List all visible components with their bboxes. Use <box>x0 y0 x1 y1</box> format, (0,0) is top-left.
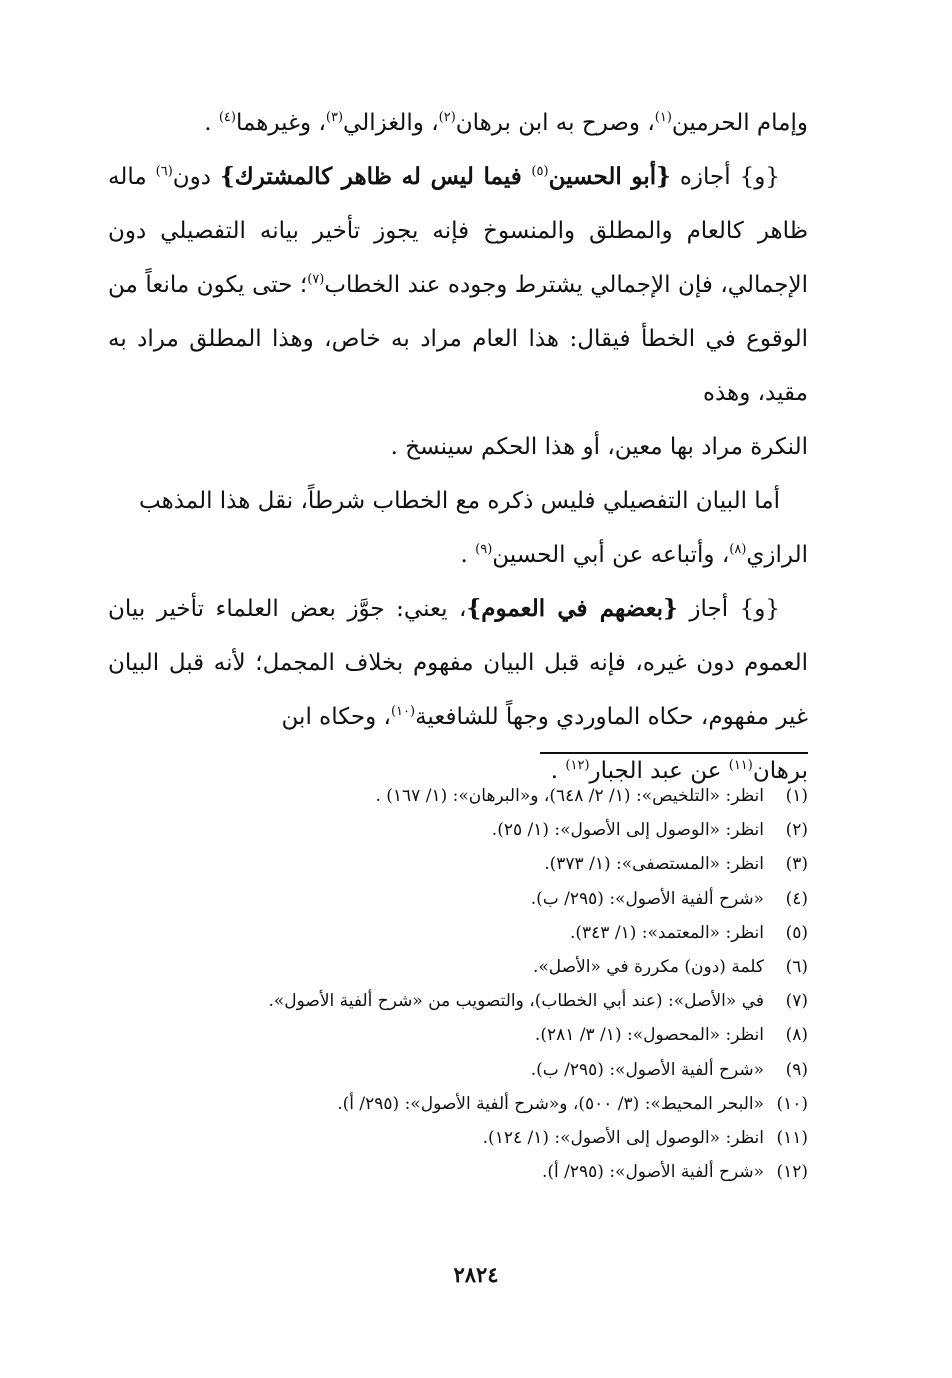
footnote-number: (١٢) <box>776 1162 808 1183</box>
footnote-9 <box>108 1053 808 1087</box>
footnote-ref-3[interactable]: (٣) <box>325 110 344 125</box>
footnote-7 <box>108 984 808 1018</box>
text-run: {و} أجاز <box>677 596 780 622</box>
footnote-number: (٩) <box>785 1059 808 1080</box>
text-run: عن عبد الجبار <box>589 758 729 784</box>
footnote-number: (٢) <box>785 820 808 841</box>
footnote-2 <box>108 813 808 847</box>
footnote-number: (٥) <box>785 922 808 943</box>
page-number: ٢٨٢٤ <box>453 1262 499 1287</box>
footnote-text: في «الأصل»: (عند أبي الخطاب)، والتصويب من «شرح ألفية الأصول». <box>268 991 764 1012</box>
footnotes <box>108 779 808 1189</box>
footnote-11 <box>108 1121 808 1155</box>
text-run: ، وأتباعه عن أبي الحسين <box>492 542 730 568</box>
text-run: دون <box>172 164 220 190</box>
footnote-8 <box>108 1018 808 1052</box>
text-run: ، وغيرهما <box>235 110 326 136</box>
footnote-number: (٨) <box>785 1025 808 1046</box>
paragraph-3-end <box>108 528 808 582</box>
footnote-12 <box>108 1155 808 1189</box>
footnote-ref-9[interactable]: (٩) <box>475 542 493 557</box>
footnote-text: انظر: «المحصول»: (١/ ٣/ ٢٨١). <box>534 1025 764 1046</box>
text-run: ، وحكاه ابن <box>281 704 391 730</box>
footnote-number: (١١) <box>776 1128 808 1149</box>
text-run: أما البيان التفصيلي فليس ذكره مع الخطاب شرطاً، نقل هذا المذهب <box>138 488 780 514</box>
footnote-text: انظر: «الوصول إلى الأصول»: (١/ ٢٥). <box>491 820 764 841</box>
footnote-number: (١) <box>785 786 808 806</box>
footnote-number: (١٠) <box>776 1093 808 1114</box>
footnote-4 <box>108 882 808 916</box>
footnote-separator <box>540 752 808 754</box>
footnote-number: (٧) <box>785 991 808 1012</box>
text-run: النكرة مراد بها معين، أو هذا الحكم سينسخ . <box>390 434 808 460</box>
footnote-text: كلمة (دون) مكررة في «الأصل». <box>532 957 764 978</box>
main-text <box>108 96 808 798</box>
footnote-ref-5[interactable]: (٥) <box>531 164 549 179</box>
text-run: {و} أجازه <box>670 164 780 190</box>
footnote-ref-10[interactable]: (١٠) <box>390 704 416 719</box>
paragraph-4 <box>108 582 808 744</box>
footnote-ref-4[interactable]: (٤) <box>218 110 236 125</box>
footnote-text: انظر: «المستصفى»: (١/ ٣٧٣). <box>544 854 764 875</box>
footnote-number: (٦) <box>785 957 808 978</box>
matn-bold-run: {بعضهم في العموم} <box>466 595 678 622</box>
text-run: ، يعني: جوَّز بعض العلماء تأخير بيان العموم دون غيره، فإنه قبل البيان مفهوم بخلاف المجمل؛ لأنه قبل البيان غير مفهوم، حكاه الماوردي وجهاً للشافعية <box>108 596 808 730</box>
text-run: . <box>550 758 566 784</box>
footnote-ref-12[interactable]: (١٢) <box>565 758 590 773</box>
matn-bold-run: فيما ليس له ظاهر كالمشترك} <box>219 163 532 190</box>
footnote-ref-2[interactable]: (٢) <box>438 110 456 125</box>
footnote-text: «شرح ألفية الأصول»: (٢٩٥/ أ). <box>541 1162 764 1183</box>
footnote-10 <box>108 1087 808 1121</box>
paragraph-2 <box>108 150 808 420</box>
text-run: الرازي <box>746 542 808 568</box>
footnote-text: انظر: «المعتمد»: (١/ ٣٤٣). <box>569 922 764 943</box>
footnote-text: انظر: «التلخيص»: (١/ ٢/ ٦٤٨)، و«البرهان»: (١/ ١٦٧) . <box>375 786 764 806</box>
footnote-1 <box>108 779 808 813</box>
footnote-number: (٣) <box>785 854 808 875</box>
footnote-text: «شرح ألفية الأصول»: (٢٩٥/ ب). <box>530 1059 764 1080</box>
text-run: . <box>460 542 476 568</box>
footnote-ref-8[interactable]: (٨) <box>729 542 747 557</box>
text-run: وإمام الحرمين <box>671 110 808 136</box>
matn-bold-run: {أبو الحسين <box>548 163 671 190</box>
text-run: ؛ حتى يكون مانعاً من الوقوع في الخطأ فيقال: هذا العام مراد به خاص، وهذا المطلق مراد به مقيد، وهذه <box>108 272 808 406</box>
text-run: برهان <box>752 758 808 784</box>
footnote-text: «البحر المحيط»: (٣/ ٥٠٠)، و«شرح ألفية الأصول»: (٢٩٥/ أ). <box>337 1093 764 1114</box>
text-run: ، وصرح به ابن برهان <box>455 110 655 136</box>
text-run: . <box>204 110 219 136</box>
footnote-ref-1[interactable]: (١) <box>654 110 672 125</box>
paragraph-2-end <box>108 420 808 474</box>
footnote-number: (٤) <box>785 888 808 909</box>
footnote-ref-6[interactable]: (٦) <box>155 164 173 179</box>
footnote-ref-7[interactable]: (٧) <box>307 272 325 287</box>
footnote-text: «شرح ألفية الأصول»: (٢٩٥/ ب). <box>530 888 764 909</box>
text-run: ماله ظاهر كالعام والمطلق والمنسوخ فإنه يجوز تأخير بيانه التفصيلي دون الإجمالي، فإن الإجمالي يشترط وجوده عند الخطاب <box>108 164 809 298</box>
footnote-5 <box>108 916 808 950</box>
paragraph-1 <box>108 96 808 150</box>
footnote-ref-11[interactable]: (١١) <box>728 758 753 773</box>
paragraph-3 <box>108 474 808 528</box>
footnote-text: انظر: «الوصول إلى الأصول»: (١/ ١٢٤). <box>482 1128 764 1149</box>
text-run: ، والغزالي <box>343 110 439 136</box>
footnote-6 <box>108 950 808 984</box>
footnote-3 <box>108 847 808 881</box>
